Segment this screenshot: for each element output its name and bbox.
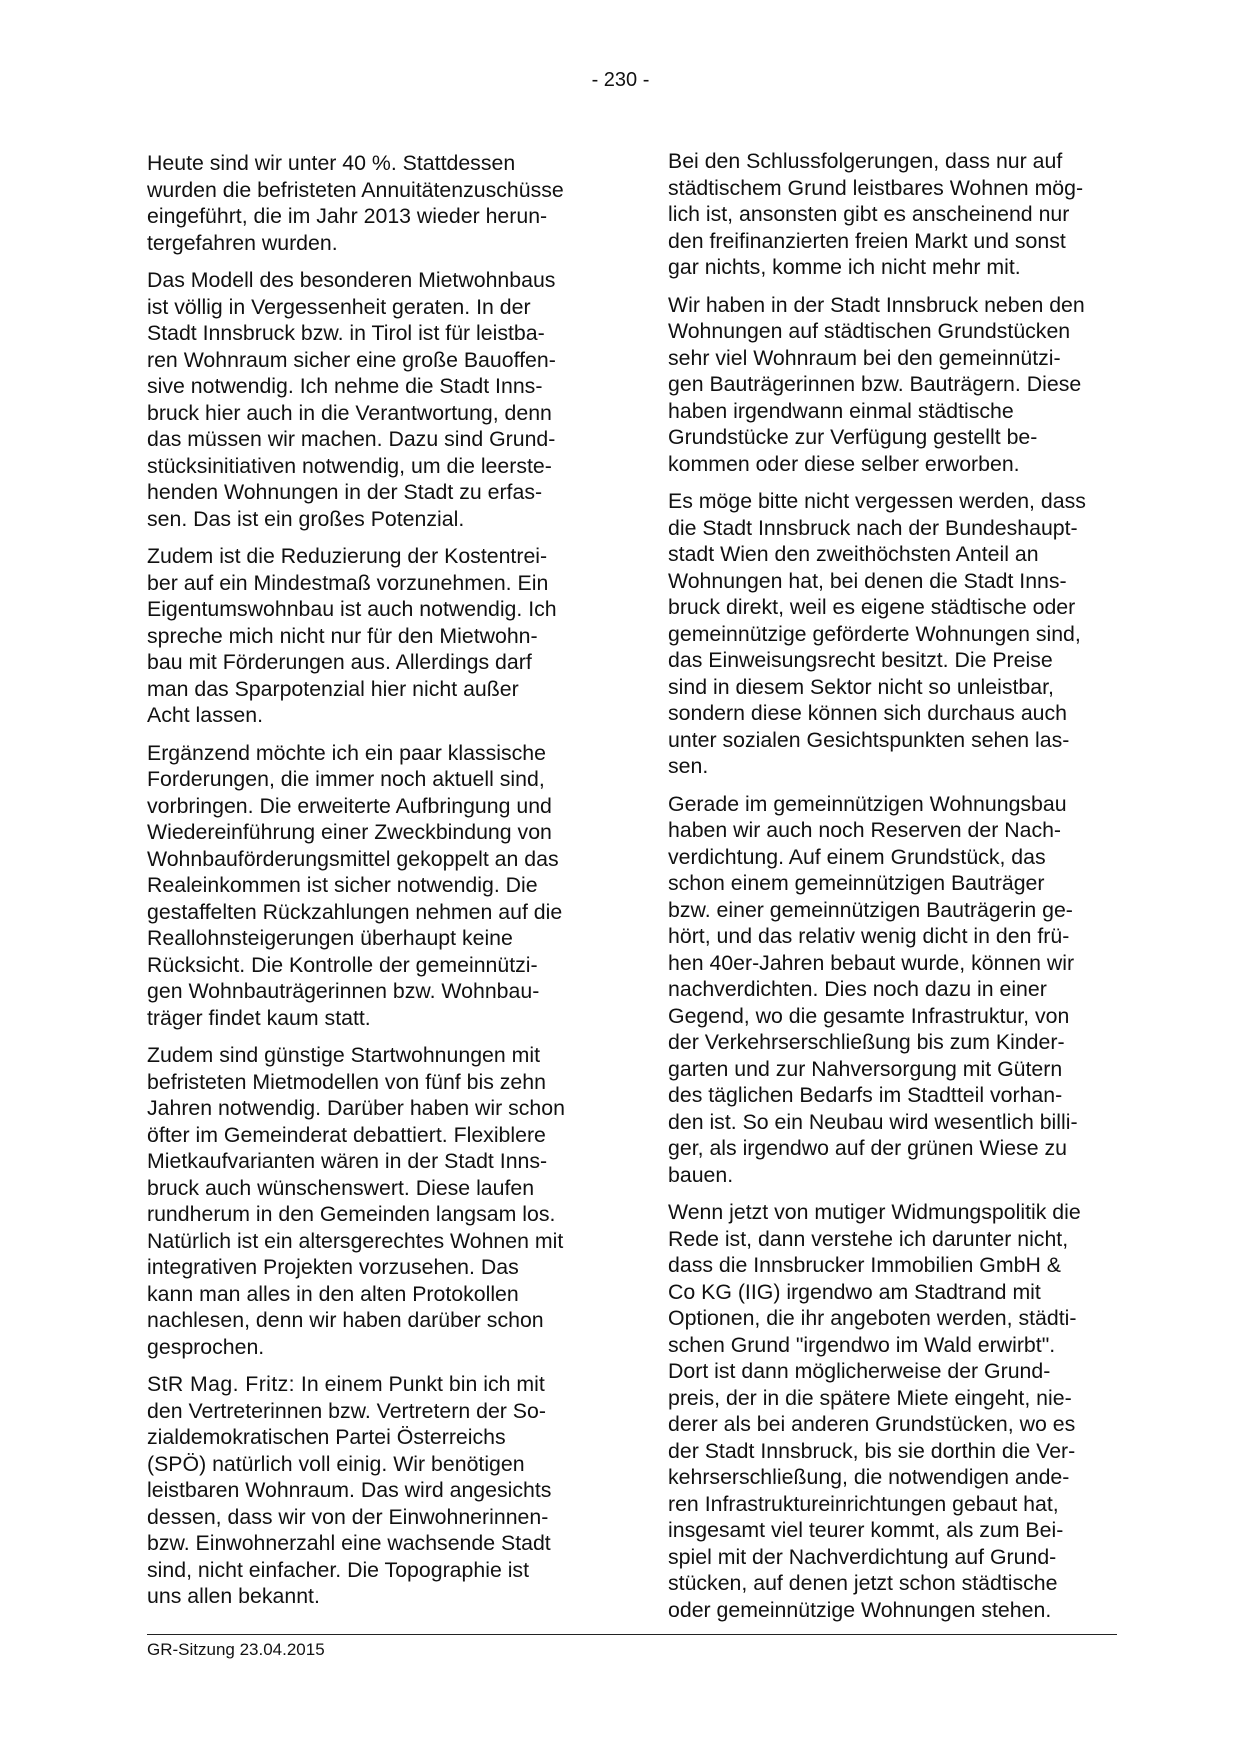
paragraph: Zudem ist die Reduzierung der Kostentrei- ber auf ein Mindestmaß vorzunehmen. Ein Eigentumswohnbau ist auch notwendig. Ich spreche mich nicht nur für den Mietwohn- bau mit Förderungen aus. Allerdings darf man das Sparpotenzial hier nicht außer Acht lassen. <box>147 544 557 727</box>
paragraph: Zudem sind günstige Startwohnungen mit befristeten Mietmodellen von fünf bis zehn Jahren notwendig. Darüber haben wir schon öfter im Gemeinderat debattiert. Flexiblere Mietkaufvarianten wären in der Stadt Inns- bruck auch wünschenswert. Diese laufen rundherum in den Gemeinden langsam los. Natürlich ist ein altersgerechtes Wohnen mit integrativen Projekten vorzusehen. Das kann man alles in den alten Protokollen nachlesen, denn wir haben darüber schon gesprochen. <box>147 1043 565 1359</box>
speaker-name: StR Mag. Fritz: <box>147 1372 295 1396</box>
speaker-paragraph <box>147 1371 595 1610</box>
paragraph: Ergänzend möchte ich ein paar klassische Forderungen, die immer noch aktuell sind, vorbringen. Die erweiterte Aufbringung und Wiedereinführung einer Zweckbindung von Wohnbauförderungsmittel gekoppelt an das Realeinkommen ist sicher notwendig. Die gestaffelten Rückzahlungen nehmen auf die Reallohnsteigerungen überhaupt keine Rücksicht. Die Kontrolle der gemeinnützi- gen Wohnbauträgerinnen bzw. Wohnbau- träger findet kaum statt. <box>147 740 563 1030</box>
footer-session-date: GR-Sitzung 23.04.2015 <box>147 1640 325 1659</box>
paragraph: Wir haben in der Stadt Innsbruck neben den Wohnungen auf städtischen Grundstücken sehr viel Wohnraum bei den gemeinnützi- gen Bauträgerinnen bzw. Bauträgern. Diese haben irgendwann einmal städtische Grundstücke zur Verfügung gestellt be- kommen oder diese selber erworben. <box>668 292 1085 476</box>
page-number: - 230 - <box>591 69 650 91</box>
paragraph: Heute sind wir unter 40 %. Stattdessen wurden die befristeten Annuitätenzuschüsse eingeführt, die im Jahr 2013 wieder herun- tergefahren wurden. <box>147 151 564 255</box>
paragraph: Wenn jetzt von mutiger Widmungspolitik die Rede ist, dann verstehe ich darunter nicht, dass die Innsbrucker Immobilien GmbH & Co KG (IIG) irgendwo am Stadtrand mit Optionen, die ihr angeboten werden, städti- schen Grund "irgendwo im Wald erwirbt". Dort ist dann möglicherweise der Grund- preis, der in die spätere Miete eingeht, nie- derer als bei anderen Grundstücken, wo es der Stadt Innsbruck, bis sie dorthin die Ver- kehrserschließung, die notwendigen ande- ren Infrastruktureinrichtungen gebaut hat, insgesamt viel teurer kommt, als zum Bei- spiel mit der Nachverdichtung auf Grund- stücken, auf denen jetzt schon städtische oder gemeinnützige Wohnungen stehen. <box>668 1200 1081 1622</box>
footer-divider <box>147 1634 1117 1635</box>
speaker-text: In einem Punkt bin ich mit den Vertreterinnen bzw. Vertretern der So- zialdemokratischen Partei Österreichs (SPÖ) natürlich voll einig. Wir benötigen leistbaren Wohnraum. Das wird angesichts dessen, dass wir von der Einwohnerinnen- bzw. Einwohnerzahl eine wachsende Stadt sind, nicht einfacher. Die Topographie ist uns allen bekannt. <box>147 1372 552 1608</box>
paragraph: Bei den Schlussfolgerungen, dass nur auf städtischem Grund leistbares Wohnen mög- lich ist, ansonsten gibt es anscheinend nur den freifinanzierten freien Markt und sonst gar nichts, komme ich nicht mehr mit. <box>668 149 1084 279</box>
left-column <box>147 150 595 1621</box>
paragraph: Gerade im gemeinnützigen Wohnungsbau haben wir auch noch Reserven der Nach- verdichtung. Auf einem Grundstück, das schon einem gemeinnützigen Bauträger bzw. einer gemeinnützigen Bauträgerin ge- hört, und das relativ wenig dicht in den frü- hen 40er-Jahren bebaut wurde, können wir nachverdichten. Dies noch dazu in einer Gegend, wo die gesamte Infrastruktur, von der Verkehrserschließung bis zum Kinder- garten und zur Nahversorgung mit Gütern des täglichen Bedarfs im Stadtteil vorhan- den ist. So ein Neubau wird wesentlich billi- ger, als irgendwo auf der grünen Wiese zu bauen. <box>668 791 1078 1187</box>
paragraph: Das Modell des besonderen Mietwohnbaus ist völlig in Vergessenheit geraten. In der Stadt Innsbruck bzw. in Tirol ist für leistba- ren Wohnraum sicher eine große Bauoffen- sive notwendig. Ich nehme die Stadt Inns- bruck hier auch in die Verantwortung, denn das müssen wir machen. Dazu sind Grund- stücksinitiativen notwendig, um die leerste- henden Wohnungen in der Stadt zu erfas- sen. Das ist ein großes Potenzial. <box>147 268 556 531</box>
paragraph: Es möge bitte nicht vergessen werden, dass die Stadt Innsbruck nach der Bundeshaupt- stadt Wien den zweithöchsten Anteil an Wohnungen hat, bei denen die Stadt Inns- bruck direkt, weil es eigene städtische oder gemeinnützige geförderte Wohnungen sind, das Einweisungsrecht besitzt. Die Preise sind in diesem Sektor nicht so unleistbar, sondern diese können sich durchaus auch unter sozialen Gesichtspunkten sehen las- sen. <box>668 489 1086 778</box>
right-column <box>668 148 1116 1634</box>
